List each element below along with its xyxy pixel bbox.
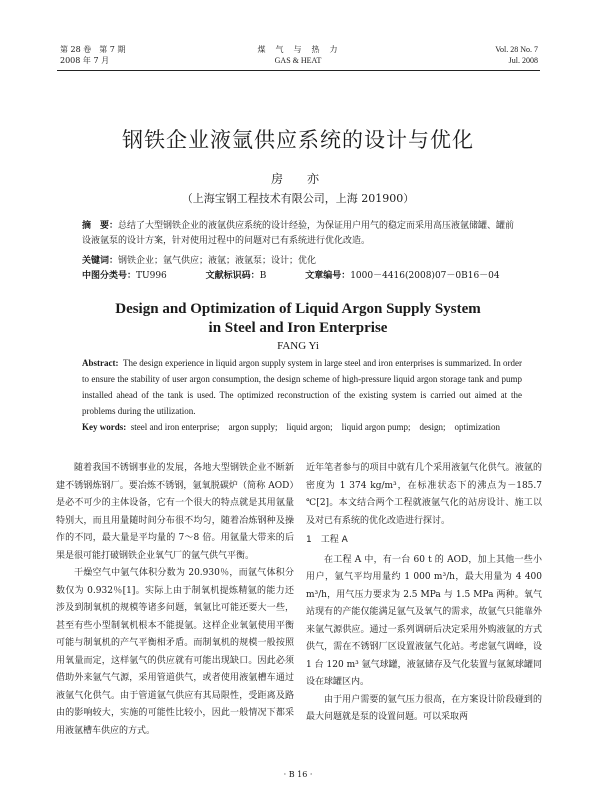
keywords-cn-label: 关键词： (82, 256, 119, 266)
abstract-cn-text: 总结了大型钢铁企业的液氩供应系统的设计经验，为保证用户用气的稳定而采用高压液氩储罐、罐前设液氩泵的设计方案，针对使用过程中的问题对已有系统进行优化改造。 (82, 221, 515, 246)
paragraph: 近年笔者参与的项目中就有几个采用液氩气化供气。液氩的密度为 1 374 kg/m³，在标准状态下的沸点为－185.7 ℃[2]。本文结合两个工程就液氩气化的站房设计、施工以及对已有系统的优化改造进行探讨。 (306, 463, 542, 526)
doc-code-value: B (259, 271, 267, 281)
body-left-column (56, 460, 294, 740)
header-rule (57, 70, 540, 71)
keywords-cn-text: 钢铁企业；氩气供应；液氩；液氩泵；设计；优化 (118, 256, 317, 266)
date-cn: 2008 年 7 月 (60, 56, 110, 65)
article-no-value: 1000－4416(2008)07－0B16－04 (350, 271, 500, 281)
author-en: FANG Yi (277, 340, 319, 352)
date-en: Jul. 2008 (508, 56, 538, 65)
article-no-label: 文章编号： (305, 271, 351, 281)
author-cn: 房 亦 (270, 172, 325, 186)
clc-value: TU996 (136, 271, 167, 281)
keywords-en (82, 419, 522, 435)
volume-cn: 第 28 卷 第 7 期 (60, 45, 126, 54)
affiliation-cn: （上海宝钢工程技术有限公司，上海 201900） (181, 192, 415, 205)
keywords-en-label: Key words: (82, 422, 127, 432)
abstract-en-label: Abstract: (82, 358, 119, 368)
keywords-en-text: steel and iron enterprise; argon supply; liquid argon; liquid argon pump; design; optimization (130, 422, 500, 432)
keywords-cn (82, 253, 316, 266)
paragraph: 由于用户需要的氩气压力很高，在方案设计阶段碰到的最大问题就是泵的设置问题。可以采取两 (306, 694, 542, 722)
volume-en: Vol. 28 No. 7 (495, 45, 538, 54)
issue-info-en (495, 44, 538, 66)
body-right-column (306, 460, 542, 727)
abstract-cn-label: 摘 要： (82, 221, 119, 231)
paragraph: 干燥空气中氩气体积分数为 20.930％，而氩气体积分数仅为 0.932％[1]。实际上由于制氧机提炼精氩的能力还涉及到制氧机的规模等诸多问题，氧氩比可能还要大一些，甚至有些小型制氧机根本不能提氩。这样企业氧氩使用平衡可能与制氧机的产气平衡相矛盾。而制氧机的规模一般按照用氧量而定，这样氩气的供应就有可能出现缺口。因此必须借助外来氩气气源，采用管道供气，或者使用液氩槽车通过液氩气化供气。由于管道氩气供应有其局限性，受距离及路由的影响较大，实施的可能性比较小，因此一般情况下都采用液氩槽车供应的方式。 (56, 568, 294, 736)
abstract-cn (82, 219, 522, 249)
paragraph: 在工程 A 中，有一台 60 t 的 AOD，加上其他一些小用户，氩气平均用量约 1 000 m³/h，最大用量为 4 400 m³/h，用气压力要求为 2.5 MPa 与 1.5 MPa 两种。氧气站现有的产能仅能满足氩气及氧气的需求，故氩气只能靠外来氩气源供应。通过一系列调研后决定采用外购液氩的方式供气，需在不锈钢厂区设置液氩气化站。考虑氩气调峰，设 1 台 120 m³ 氩气球罐，液氩储存及气化装置与氩氮球罐同设在球罐区内。 (306, 554, 542, 687)
article-title-en (0, 300, 596, 338)
article-title-en-line2: in Steel and Iron Enterprise (208, 320, 388, 336)
article-title-en-line1: Design and Optimization of Liquid Argon Supply System (115, 301, 481, 317)
article-title-cn: 钢铁企业液氩供应系统的设计与优化 (122, 128, 474, 152)
section-heading: 1 工程 A (306, 535, 348, 545)
abstract-en-text: The design experience in liquid argon supply system in large steel and iron enterprises is summarized. In order to ensure the stability of user argon consumption, the design scheme of high-pressure liquid argon storage tank and pump installed ahead of the tank is used. The optimized reconstruction of the existing system is carried out aimed at the problems during the utilization. (82, 358, 523, 416)
journal-name-en: GAS & HEAT (274, 56, 322, 65)
doc-code-label: 文献标识码： (205, 271, 260, 281)
journal-name-cn: 煤 气 与 热 力 (257, 45, 339, 54)
abstract-en (82, 355, 522, 419)
clc-label: 中图分类号： (82, 271, 137, 281)
classification-line (82, 268, 536, 281)
paragraph: 随着我国不锈钢事业的发展，各地大型钢铁企业不断新建不锈钢炼钢厂。要冶炼不锈钢，氩氧脱碳炉（简称 AOD）是必不可少的主体设备，它有一个很大的特点就是其用氩量特别大，而且用量随时间分布很不均匀，随着冶炼钢种及操作的不同，最大量是平均量的 7～8 倍。用氩量大带来的后果是很可能打破钢铁企业氧气厂的氩气供气平衡。 (56, 463, 294, 561)
page-number: · B 16 · (283, 770, 313, 779)
